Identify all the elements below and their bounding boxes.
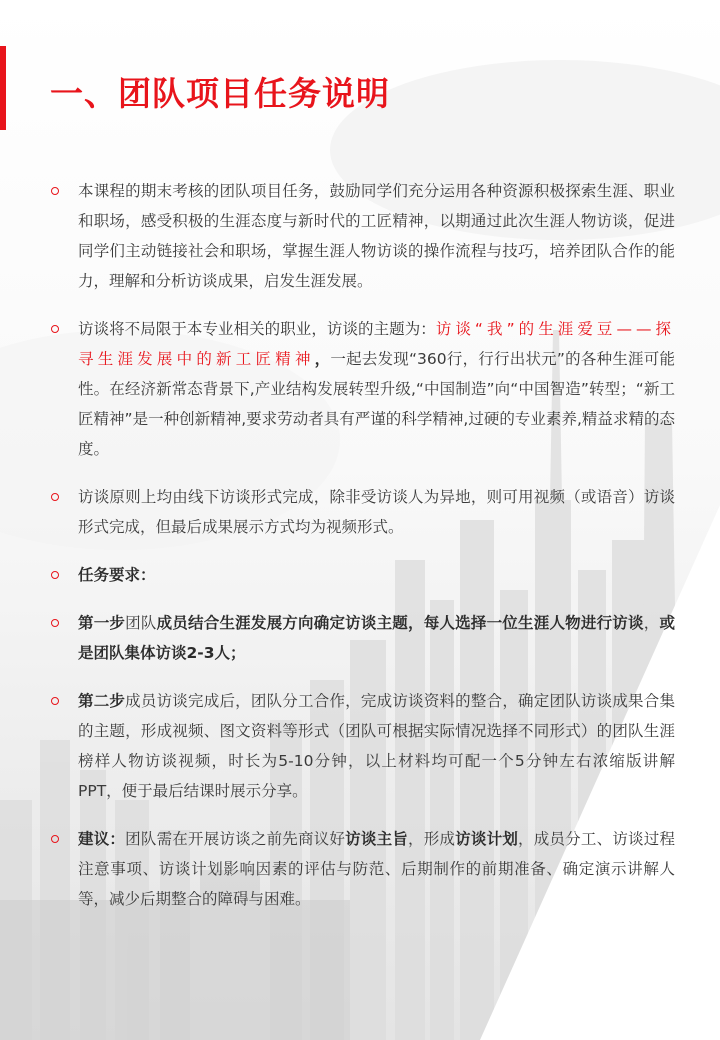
hollow-circle-icon bbox=[51, 187, 59, 195]
interview-theme: 访谈“我”的生涯爱豆——探寻生涯发展中的新工匠精神 bbox=[78, 320, 675, 368]
item-text: 第二步成员访谈完成后，团队分工合作，完成访谈资料的整合，确定团队访谈成果合集的主题，形成视频、图文资料等形式（团队可根据实际情况选择不同形式）的团队生涯榜样人物访谈视频，时长为5-10分钟，以上材料均可配一个5分钟左右浓缩版讲解PPT，便于最后结课时展示分享。 bbox=[78, 692, 675, 800]
list-item bbox=[50, 608, 675, 668]
list-item bbox=[50, 686, 675, 806]
content-list bbox=[50, 176, 675, 932]
item-text bbox=[78, 560, 675, 590]
hollow-circle-icon bbox=[51, 697, 59, 705]
item-text: 本课程的期末考核的团队项目任务，鼓励同学们充分运用各种资源积极探索生涯、职业和职场，感受积极的生涯态度与新时代的工匠精神，以期通过此次生涯人物访谈，促进同学们主动链接社会和职场，掌握生涯人物访谈的操作流程与技巧，培养团队合作的能力，理解和分析访谈成果，启发生涯发展。 bbox=[78, 182, 675, 290]
hollow-circle-icon bbox=[51, 493, 59, 501]
list-item bbox=[50, 482, 675, 542]
item-text: 访谈原则上均由线下访谈形式完成，除非受访谈人为异地，则可用视频（或语音）访谈形式完成，但最后成果展示方式均为视频形式。 bbox=[78, 488, 675, 536]
hollow-circle-icon bbox=[51, 619, 59, 627]
page-title: 一、团队项目任务说明 bbox=[50, 74, 390, 113]
hollow-circle-icon bbox=[51, 325, 59, 333]
list-item bbox=[50, 176, 675, 296]
list-item bbox=[50, 824, 675, 914]
hollow-circle-icon bbox=[51, 835, 59, 843]
item-text: 访谈将不局限于本专业相关的职业，访谈的主题为：访谈“我”的生涯爱豆——探寻生涯发展中的新工匠精神，一起去发现“360行，行行出状元”的各种生涯可能性。在经济新常态背景下,产业结构发展转型升级,“中国制造”向“中国智造”转型；“新工匠精神”是一种创新精神,要求劳动者具有严谨的科学精神,过硬的专业素养,精益求精的态度。 bbox=[78, 320, 675, 458]
title-accent-bar bbox=[0, 46, 6, 130]
hollow-circle-icon bbox=[51, 571, 59, 579]
item-text: 第一步团队成员结合生涯发展方向确定访谈主题，每人选择一位生涯人物进行访谈，或是团队集体访谈2-3人； bbox=[78, 614, 675, 662]
list-item bbox=[50, 560, 675, 590]
task-requirements-heading: 任务要求： bbox=[78, 566, 156, 584]
item-text: 建议：团队需在开展访谈之前先商议好访谈主旨，形成访谈计划，成员分工、访谈过程注意事项、访谈计划影响因素的评估与防范、后期制作的前期准备、确定演示讲解人等，减少后期整合的障碍与困难。 bbox=[78, 830, 675, 908]
list-item bbox=[50, 314, 675, 464]
